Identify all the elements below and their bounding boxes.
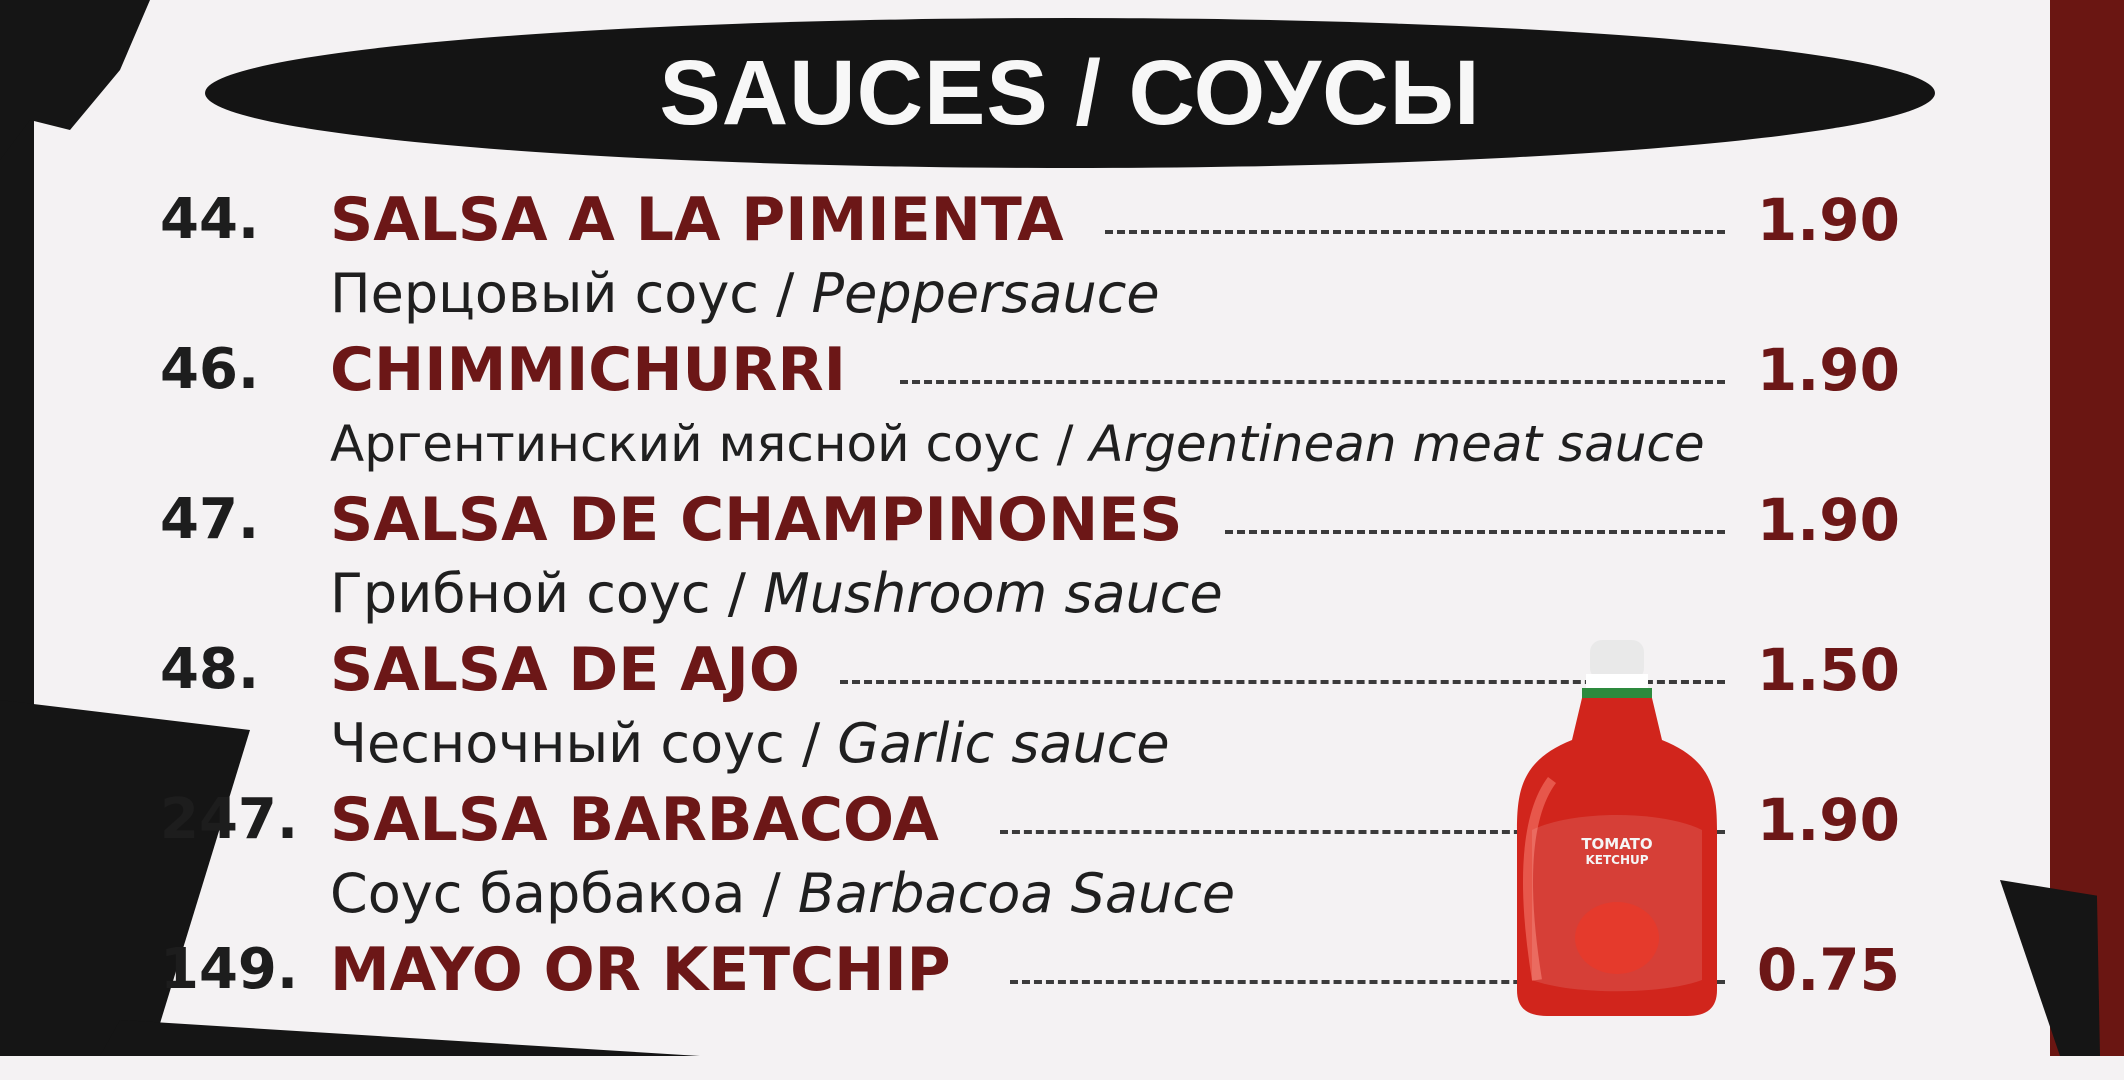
item-price: 1.90 bbox=[1756, 186, 1900, 254]
item-number: 247. bbox=[160, 787, 299, 852]
menu-item bbox=[0, 330, 1900, 480]
item-name: MAYO OR KETCHIP bbox=[330, 935, 951, 1005]
dotted-leader bbox=[1225, 530, 1725, 534]
item-price: 0.75 bbox=[1756, 936, 1900, 1004]
item-description bbox=[330, 708, 1170, 780]
item-name: CHIMMICHURRI bbox=[330, 335, 847, 405]
item-description bbox=[330, 258, 1160, 330]
description-ru: Соус барбакоа bbox=[330, 862, 746, 925]
bottle-label-line-2: KETCHUP bbox=[1585, 853, 1649, 867]
item-description bbox=[330, 558, 1223, 630]
item-price: 1.90 bbox=[1756, 486, 1900, 554]
menu-item bbox=[0, 180, 1900, 330]
item-name: SALSA A LA PIMIENTA bbox=[330, 185, 1064, 255]
description-separator: / bbox=[801, 712, 838, 775]
dotted-leader bbox=[1105, 230, 1725, 234]
item-number: 44. bbox=[160, 187, 260, 252]
description-en: Argentinean meat sauce bbox=[1089, 415, 1705, 473]
item-description bbox=[330, 408, 1705, 480]
item-price: 1.90 bbox=[1756, 336, 1900, 404]
description-ru: Перцовый соус bbox=[330, 262, 759, 325]
description-separator: / bbox=[762, 862, 798, 925]
description-en: Garlic sauce bbox=[837, 712, 1170, 775]
item-number: 47. bbox=[160, 487, 260, 552]
item-name: SALSA DE AJO bbox=[330, 635, 800, 705]
description-separator: / bbox=[776, 262, 812, 325]
item-number: 46. bbox=[160, 337, 260, 402]
description-separator: / bbox=[1056, 415, 1090, 473]
description-en: Peppersauce bbox=[811, 262, 1160, 325]
ketchup-bottle-icon bbox=[1512, 640, 1722, 1016]
description-ru: Аргентинский мясной соус bbox=[330, 415, 1041, 473]
description-ru: Чесночный соус bbox=[330, 712, 785, 775]
dotted-leader bbox=[900, 380, 1725, 384]
description-en: Mushroom sauce bbox=[763, 562, 1223, 625]
menu-item bbox=[0, 480, 1900, 630]
item-description bbox=[330, 858, 1235, 930]
item-price: 1.50 bbox=[1756, 636, 1900, 704]
description-en: Barbacoa Sauce bbox=[797, 862, 1236, 925]
page-title: SAUCES / СОУСЫ bbox=[659, 41, 1481, 144]
description-separator: / bbox=[727, 562, 764, 625]
item-name: SALSA DE CHAMPINONES bbox=[330, 485, 1183, 555]
bottle-label-line-1: TOMATO bbox=[1581, 835, 1653, 853]
item-price: 1.90 bbox=[1756, 786, 1900, 854]
item-number: 149. bbox=[160, 937, 299, 1002]
item-number: 48. bbox=[160, 637, 260, 702]
description-ru: Грибной соус bbox=[330, 562, 711, 625]
item-name: SALSA BARBACOA bbox=[330, 785, 939, 855]
